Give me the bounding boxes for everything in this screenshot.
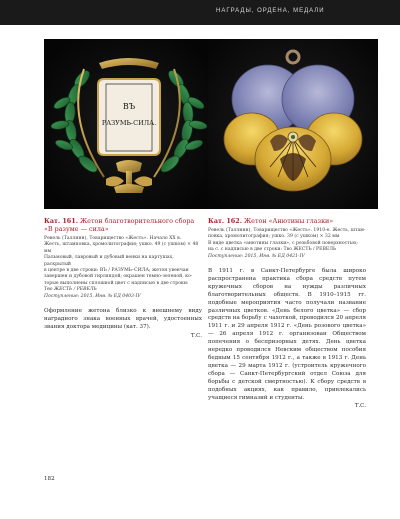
meta-line: Тво ЖЕСТЬ / РЕВЕЛЬ	[44, 287, 97, 293]
meta-line: Пальмовый, лавровый и дубовый венки на картушах, раскрытый	[44, 255, 174, 267]
meta-line: на с. с надписью в две строки: Тво ЖЕСТЬ / РЕВЕЛЬ	[208, 247, 337, 253]
running-header	[0, 0, 400, 25]
running-title: НАГРАДЫ, ОРДЕНА, МЕДАЛИ	[216, 8, 325, 14]
meta-acquisition: Поступление: 2015, Инв. № ЕД 0421-IV	[208, 253, 305, 259]
badge-photo-wreath	[44, 39, 214, 209]
pansy-badge-illustration	[208, 39, 378, 209]
catalog-entry-161	[44, 217, 202, 340]
meta-acquisition: Поступление: 2015, Инв. № ЕД 0403-IV	[44, 293, 141, 299]
catalog-meta	[44, 236, 202, 300]
meta-line: повка, хромолитография; ушко. 39 (с ушком) × 32 мм	[208, 234, 340, 240]
catalog-entry-title	[44, 217, 202, 233]
meta-line: Жесть, штамповка, хромолитография; ушко. 49 (с ушком) × 48 мм	[44, 242, 199, 254]
meta-line: в центре в две строки: ВЪ / РАЗУМЬ–СИЛА; жетон увенчан	[44, 268, 189, 274]
badge-photo-pansy	[208, 39, 378, 209]
catalog-number: Кат. 162.	[208, 217, 242, 225]
wreath-badge-illustration	[44, 39, 214, 209]
catalog-entry-title	[208, 217, 366, 225]
meta-line: торые выполнены сплошной цвет с надписью в две строки:	[44, 280, 189, 286]
catalog-entry-162	[208, 217, 366, 411]
catalog-meta	[208, 228, 366, 260]
page-number: 182	[44, 476, 55, 482]
author-initials: Т.С.	[190, 332, 202, 339]
meta-line: завершен и дубовой гирляндой; окрашен темно-зеленой, ко-	[44, 274, 193, 280]
meta-line: В виде цветка «анютины глазки», с резьбовой поверхностью;	[208, 240, 358, 246]
author-initials: Т.С.	[354, 403, 366, 410]
catalog-title-text: Жетон «Анютины глазки»	[243, 217, 334, 225]
svg-text:РАЗУМЬ-СИЛА.: РАЗУМЬ-СИЛА.	[101, 119, 157, 127]
meta-line: Ревель (Таллинн), Товарищество «Жесть». 1910-е. Жесть, штам-	[208, 228, 366, 233]
catalog-title-text: Жетон благотворительного сбора «В разуме — сила»	[44, 217, 195, 233]
catalog-description: Оформление жетона близко к внешнему виду наградного знака военных врачей, удостоенных звания доктора медицины (кат. 37).	[44, 308, 202, 330]
catalog-number: Кат. 161.	[44, 217, 78, 225]
meta-line: Ревель (Таллинн), Товарищество «Жесть». Начало XX в.	[44, 236, 182, 241]
catalog-description: В 1911 г. в Санкт-Петербурге была широко распространена практика сбора средств путем кружечных сборов на нужды различных благотворительных обществ. В 1910–1915 гг. подобные мероприятия часто получали название различных цветков. «День белого цветка» — сбор средств на борьбу с чахоткой, проводился 20 апреля 1911 г. и 29 апреля 1912 г. «День розового цветка» — 26 апреля 1912 г. организован Обществом попечения о беспризорных детях. День цветка нередко проводился Невским обществом пособия бедным 15 сентября 1912 г., а также в 1913 г. День цветка — 29 марта 1912 г. (устроитель кружечного сбора — Санкт-Петербургский отдел Союза для борьбы с детской смертностью). К сбору средств в подобных акциях, как правило, привлекались учащиеся гимназий и студенты.	[208, 268, 366, 401]
svg-text:ВЪ: ВЪ	[122, 102, 136, 111]
